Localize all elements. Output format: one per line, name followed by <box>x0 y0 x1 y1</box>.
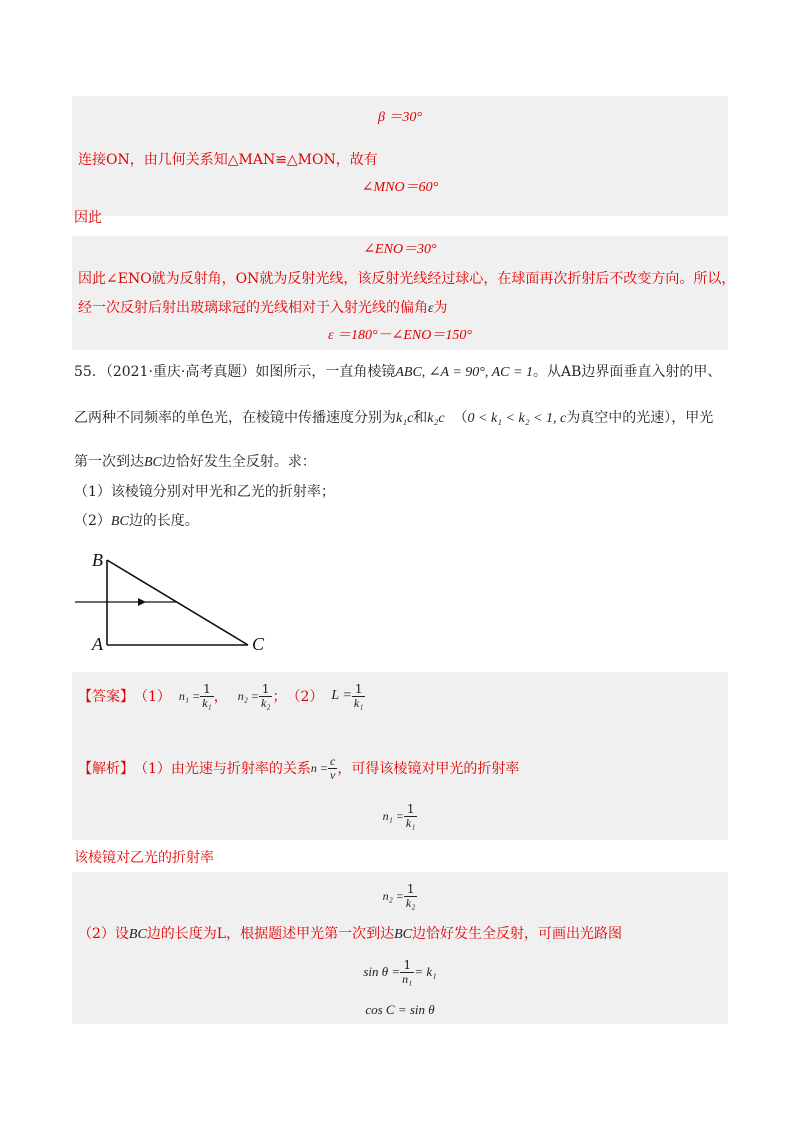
problem-line-2 <box>74 408 713 429</box>
reflect-line-2 <box>78 298 448 319</box>
label-c: C <box>252 634 265 654</box>
eq-n2-num: 1 <box>406 881 415 896</box>
analysis-bc-1: BC <box>128 927 147 942</box>
answer-n2-fraction <box>259 683 273 710</box>
eq-sin-label: sin θ = <box>363 964 401 979</box>
answer-n1-fraction <box>200 683 214 710</box>
answer-n2-num: 1 <box>261 681 270 696</box>
q2-text: 边的长度。 <box>128 513 199 529</box>
analysis-n-label: n = <box>310 760 329 775</box>
answer-sep-2: ； <box>272 689 287 705</box>
analysis-line-2: 该棱镜对乙光的折射率 <box>74 850 214 866</box>
equation-n1 <box>72 796 728 836</box>
bc-symbol: BC <box>144 455 162 470</box>
q2-index: （2） <box>74 513 111 529</box>
eq-n1-num: 1 <box>406 801 415 816</box>
question-2 <box>74 511 199 532</box>
answer-n1-num: 1 <box>203 681 211 696</box>
analysis-line-1 <box>78 748 519 788</box>
answer-tag: 【答案】 <box>78 689 134 705</box>
answer-n2-label: n₂ = <box>237 688 259 703</box>
epsilon-equation: ε ＝180°－∠ENO＝150° <box>328 328 472 343</box>
eq-n1-fraction <box>404 803 418 830</box>
speed-k2c: k₂c <box>427 411 445 426</box>
first-reach-text: 第一次到达 <box>74 454 144 470</box>
analysis-bc-2: BC <box>394 927 412 942</box>
analysis-cv-fraction <box>328 755 337 782</box>
eq-n2-den: k₂ <box>405 895 416 910</box>
problem-intro-tail: 。从AB边界面垂直入射的甲、 <box>532 364 722 380</box>
answer-n1-label: n₁ = <box>178 688 201 703</box>
total-reflection-text: 边恰好发生全反射。求： <box>161 454 316 470</box>
and-text: 和 <box>413 410 428 426</box>
eq-sin-tail: = k₁ <box>414 964 437 979</box>
equation-cos: cos C = sin θ <box>365 1002 435 1017</box>
paren-open: （ <box>453 410 468 426</box>
answer-sep-1: ， <box>213 689 228 705</box>
beta-equation: β ＝30° <box>377 110 423 125</box>
problem-line-1 <box>74 362 721 383</box>
eq-n2-label: n₂ = <box>382 888 404 903</box>
eq-sin-den: n₁ <box>402 971 413 986</box>
answer-n1-den: k₁ <box>202 695 212 710</box>
connect-line: 连接ON，由几何关系知△MAN≌△MON，故有 <box>78 152 378 168</box>
eq-sin-num: 1 <box>403 957 412 972</box>
question-1: （1）该棱镜分别对甲光和乙光的折射率； <box>74 484 335 500</box>
condition-tail: 为真空中的光速），甲光 <box>566 410 714 426</box>
ray-arrow-icon <box>138 598 146 606</box>
analysis-line-3-tail: 边恰好发生全反射，可画出光路图 <box>412 926 622 942</box>
analysis-tag: 【解析】 <box>78 761 134 777</box>
speed-k1c: k₁c <box>396 411 414 426</box>
answer-l-num: 1 <box>354 681 363 696</box>
label-a: A <box>92 634 103 654</box>
equation-n2 <box>72 876 728 916</box>
equation-sin <box>72 952 728 992</box>
problem-line-3 <box>74 452 316 473</box>
answer-part-1: （1） <box>134 689 171 705</box>
answer-n2-den: k₂ <box>260 695 271 710</box>
reflect-line-1: 因此∠ENO就为反射角，ON就为反射光线，该反射光线经过球心，在球面再次折射后不改变方向。所以， <box>78 271 736 287</box>
answer-l-fraction <box>352 683 366 710</box>
eq-n1-label: n₁ = <box>382 808 404 823</box>
analysis-line-3-mid: 边的长度为L，根据题述甲光第一次到达 <box>146 926 395 942</box>
answer-l-den: k₁ <box>353 695 364 710</box>
angle-eno-equation: ∠ENO＝30° <box>363 242 437 257</box>
therefore-text: 因此 <box>74 210 102 226</box>
eq-n1-den: k₁ <box>405 815 416 830</box>
eq-n2-fraction <box>404 883 418 910</box>
reflect-line-2-tail: 为 <box>433 300 448 316</box>
analysis-line-3-text: （2）设 <box>78 926 129 942</box>
analysis-line-1-tail: ，可得该棱镜对甲光的折射率 <box>337 761 520 777</box>
answer-l-label: L = <box>331 688 352 703</box>
analysis-c: c <box>330 753 336 768</box>
angle-mno-equation: ∠MNO＝60° <box>361 180 439 195</box>
q2-bc-symbol: BC <box>110 514 129 529</box>
k-condition: 0 < k₁ < k₂ < 1, c <box>467 411 567 426</box>
answer-line <box>78 676 365 716</box>
speed-text: 乙两种不同频率的单色光，在棱镜中传播速度分别为 <box>74 410 396 426</box>
analysis-v: v <box>330 767 336 782</box>
analysis-line-1-text: （1）由光速与折射率的关系 <box>134 761 311 777</box>
prism-figure <box>70 540 290 655</box>
prism-condition: ABC, ∠A = 90°, AC = 1 <box>395 365 533 380</box>
eq-sin-fraction <box>400 959 414 986</box>
epsilon-symbol: ε <box>428 301 434 316</box>
analysis-line-3 <box>78 924 622 945</box>
label-b: B <box>92 550 103 570</box>
answer-part-2: （2） <box>286 689 324 705</box>
reflect-line-2-text: 经一次反射后射出玻璃球冠的光线相对于入射光线的偏角 <box>78 300 428 316</box>
problem-intro: 55．（2021·重庆·高考真题）如图所示，一直角棱镜 <box>74 364 396 380</box>
